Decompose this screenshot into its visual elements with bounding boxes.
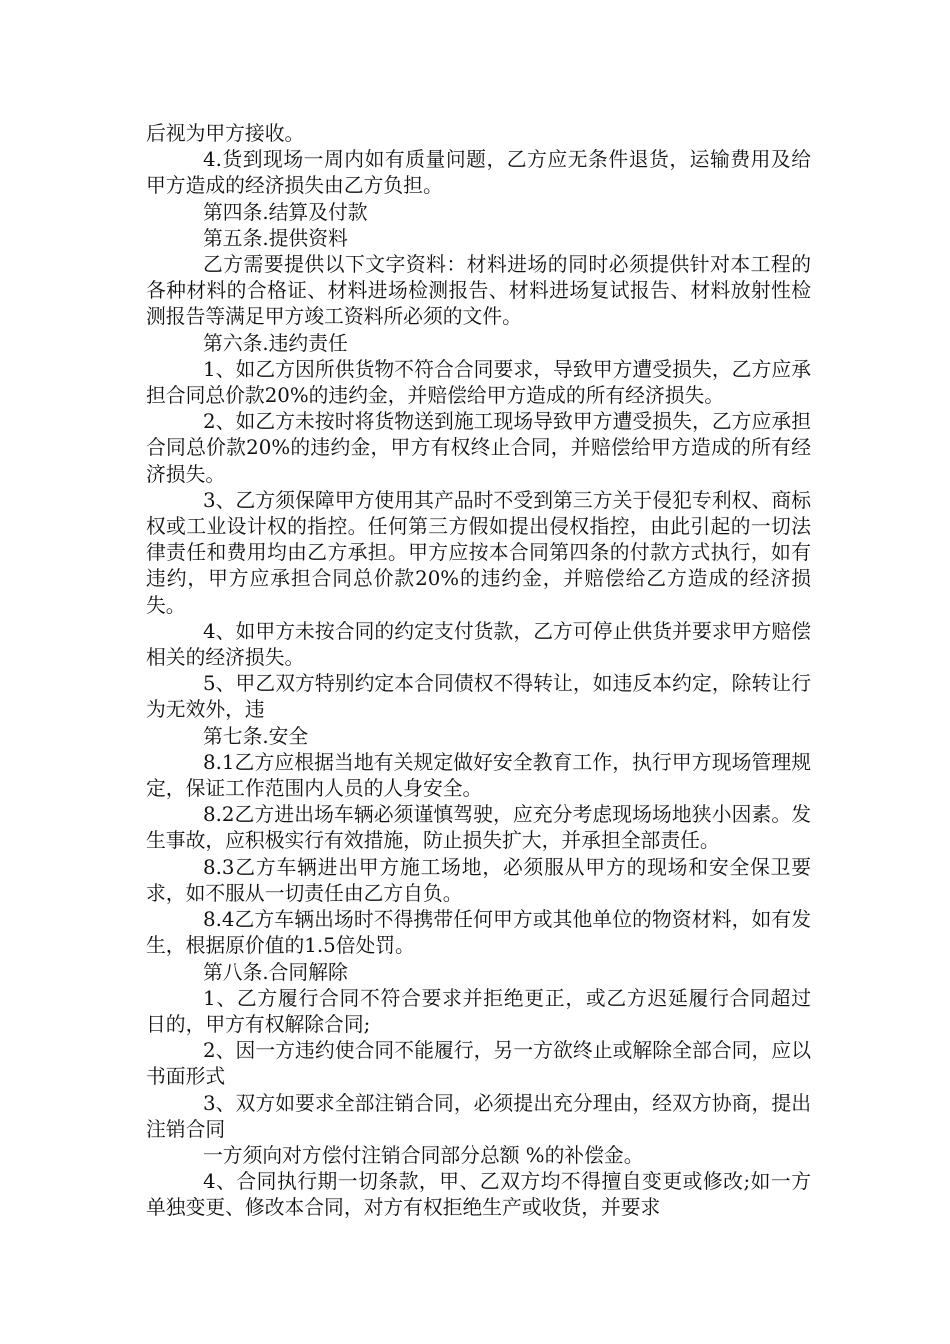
section-heading-liability: 第六条.违约责任: [203, 331, 348, 355]
paragraph-liability-1: 1、如乙方因所供货物不符合合同要求，导致甲方遭受损失，乙方应承担合同总价款20%的违约金，并赔偿给甲方造成的所有经济损失。: [146, 357, 811, 408]
paragraph-termination-3: 3、双方如要求全部注销合同，必须提出充分理由，经双方协商，提出注销合同: [146, 1091, 811, 1141]
paragraph-materials-list: 乙方需要提供以下文字资料：材料进场的同时必须提供针对本工程的各种材料的合格证、材料进场检测报告、材料进场复试报告、材料放射性检测报告等满足甲方竣工资料所必须的文件。: [146, 253, 811, 329]
paragraph-liability-2: 2、如乙方未按时将货物送到施工现场导致甲方遭受损失，乙方应承担合同总价款20%的违约金，甲方有权终止合同，并赔偿给甲方造成的所有经济损失。: [146, 410, 811, 486]
section-heading-settlement: 第四条.结算及付款: [203, 200, 368, 224]
paragraph-liability-3: 3、乙方须保障甲方使用其产品时不受到第三方关于侵犯专利权、商标权或工业设计权的指控。任何第三方假如提出侵权指控，由此引起的一切法律责任和费用均由乙方承担。甲方应按本合同第四条的付款方式执行，如有违约，甲方应承担合同总价款20%的违约金，并赔偿给乙方造成的经济损失。: [146, 488, 811, 617]
paragraph-liability-4: 4、如甲方未按合同的约定支付货款，乙方可停止供货并要求甲方赔偿相关的经济损失。: [146, 619, 811, 670]
paragraph-safety-8-2: 8.2乙方进出场车辆必须谨慎驾驶，应充分考虑现场场地狭小因素。发生事故，应积极实行有效措施，防止损失扩大，并承担全部责任。: [146, 803, 811, 853]
paragraph-termination-4: 4、合同执行期一切条款，甲、乙双方均不得擅自变更或修改;如一方单独变更、修改本合同，对方有权拒绝生产或收货，并要求: [146, 1170, 811, 1220]
paragraph-receipt: 后视为甲方接收。: [146, 122, 305, 145]
paragraph-quality-return: 4.货到现场一周内如有质量问题，乙方应无条件退货，运输费用及给甲方造成的经济损失由乙方负担。: [146, 148, 811, 198]
paragraph-safety-8-4: 8.4乙方车辆出场时不得携带任何甲方或其他单位的物资材料，如有发生，根据原价值的1.5倍处罚。: [146, 908, 811, 958]
paragraph-termination-2: 2、因一方违约使合同不能履行，另一方欲终止或解除全部合同，应以书面形式: [146, 1039, 811, 1089]
paragraph-liability-5: 5、甲乙双方特别约定本合同债权不得转让，如违反本约定，除转让行为无效外，违: [146, 672, 811, 722]
section-heading-materials: 第五条.提供资料: [203, 226, 348, 250]
section-heading-safety: 第七条.安全: [203, 724, 309, 748]
paragraph-termination-1: 1、乙方履行合同不符合要求并拒绝更正，或乙方迟延履行合同超过 日的，甲方有权解除合同;: [146, 986, 811, 1036]
paragraph-safety-8-3: 8.3乙方车辆进出甲方施工场地，必须服从甲方的现场和安全保卫要求，如不服从一切责任由乙方自负。: [146, 855, 811, 905]
section-heading-termination: 第八条.合同解除: [203, 960, 348, 984]
paragraph-safety-8-1: 8.1乙方应根据当地有关规定做好安全教育工作，执行甲方现场管理规定，保证工作范围内人员的人身安全。: [146, 750, 811, 801]
paragraph-compensation: 一方须向对方偿付注销合同部分总额 %的补偿金。: [203, 1143, 644, 1167]
contract-document: [146, 121, 811, 1222]
